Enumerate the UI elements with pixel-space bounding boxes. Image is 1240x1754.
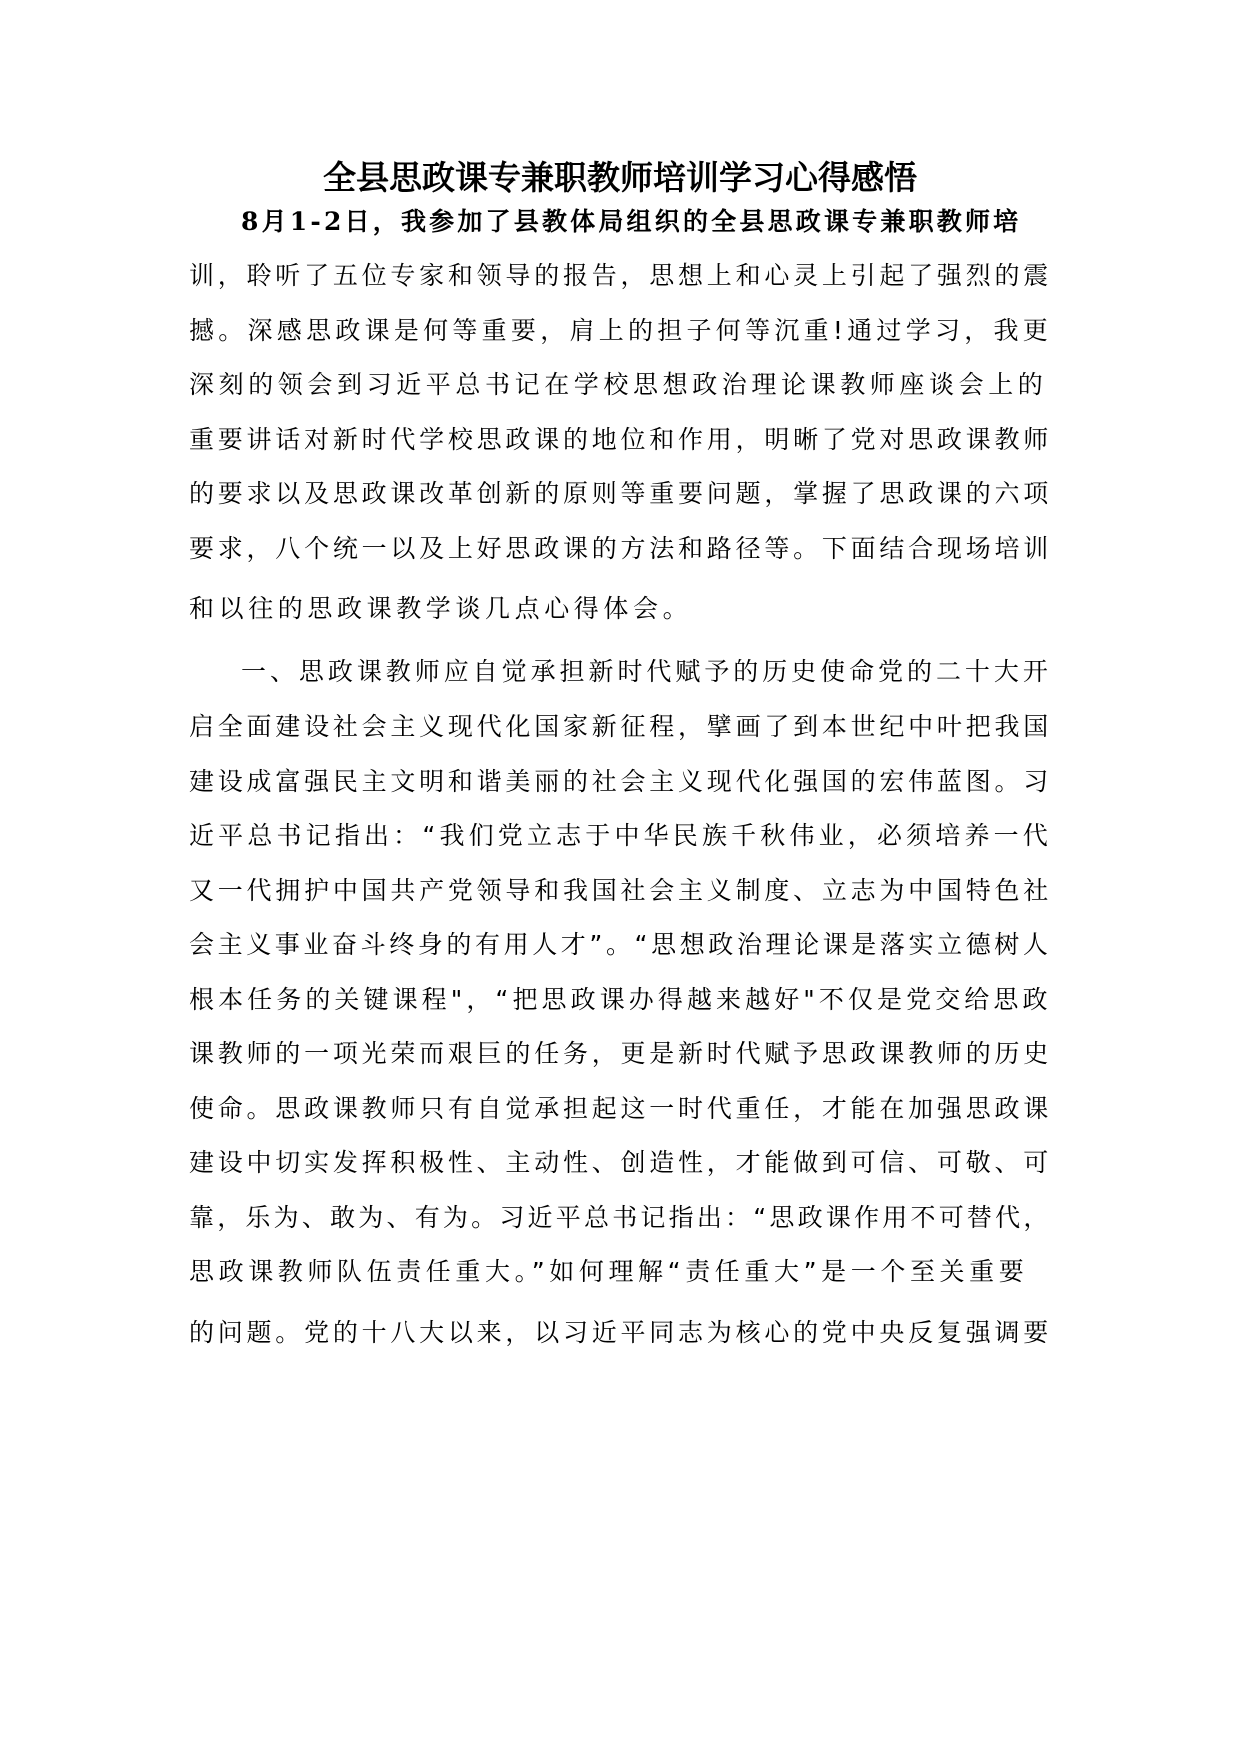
- paragraph-section-one-line: 近平总书记指出：“我们党立志于中华民族千秋伟业，必须培养一代: [189, 821, 1052, 850]
- paragraph-intro-line: 和以往的思政课教学谈几点心得体会。: [189, 594, 693, 623]
- paragraph-section-one-line: 靠，乐为、敢为、有为。习近平总书记指出：“思政课作用不可替代，: [189, 1203, 1052, 1232]
- paragraph-section-one-line: 思政课教师队伍责任重大。”如何理解“责任重大”是一个至关重要: [189, 1257, 1029, 1286]
- paragraph-section-one-line: 建设中切实发挥积极性、主动性、创造性，才能做到可信、可敬、可: [189, 1148, 1053, 1177]
- document-title: 全县思政课专兼职教师培训学习心得感悟: [323, 158, 917, 197]
- paragraph-section-one-line: 课教师的一项光荣而艰巨的任务，更是新时代赋予思政课教师的历史: [189, 1039, 1053, 1068]
- paragraph-section-one-line: 一、思政课教师应自觉承担新时代赋予的历史使命党的二十大开: [241, 657, 1052, 686]
- paragraph-section-one-line: 使命。思政课教师只有自觉承担起这一时代重任，才能在加强思政课: [189, 1094, 1053, 1123]
- paragraph-section-one-line: 的问题。党的十八大以来，以习近平同志为核心的党中央反复强调要: [189, 1318, 1053, 1347]
- paragraph-intro-line: 的要求以及思政课改革创新的原则等重要问题，掌握了思政课的六项: [189, 479, 1053, 508]
- paragraph-section-one-line: 启全面建设社会主义现代化国家新征程，擘画了到本世纪中叶把我国: [189, 712, 1053, 741]
- paragraph-intro-line: 深刻的领会到习近平总书记在学校思想政治理论课教师座谈会上的: [189, 370, 1048, 399]
- paragraph-intro-line: 8月1-2日，我参加了县教体局组织的全县思政课专兼职教师培: [241, 207, 1022, 236]
- paragraph-section-one-line: 根本任务的关键课程"，“把思政课办得越来越好"不仅是党交给思政: [189, 985, 1052, 1014]
- paragraph-intro-line: 重要讲话对新时代学校思政课的地位和作用，明晰了党对思政课教师: [189, 425, 1053, 454]
- paragraph-intro-line: 撼。深感思政课是何等重要，肩上的担子何等沉重!通过学习，我更: [189, 316, 1053, 345]
- paragraph-intro-line: 要求，八个统一以及上好思政课的方法和路径等。下面结合现场培训: [189, 534, 1053, 563]
- paragraph-section-one-line: 又一代拥护中国共产党领导和我国社会主义制度、立志为中国特色社: [189, 876, 1053, 905]
- paragraph-intro-line: 训，聆听了五位专家和领导的报告，思想上和心灵上引起了强烈的震: [189, 261, 1053, 290]
- paragraph-section-one-line: 建设成富强民主文明和谐美丽的社会主义现代化强国的宏伟蓝图。习: [189, 767, 1053, 796]
- paragraph-section-one-line: 会主义事业奋斗终身的有用人才”。“思想政治理论课是落实立德树人: [189, 930, 1052, 959]
